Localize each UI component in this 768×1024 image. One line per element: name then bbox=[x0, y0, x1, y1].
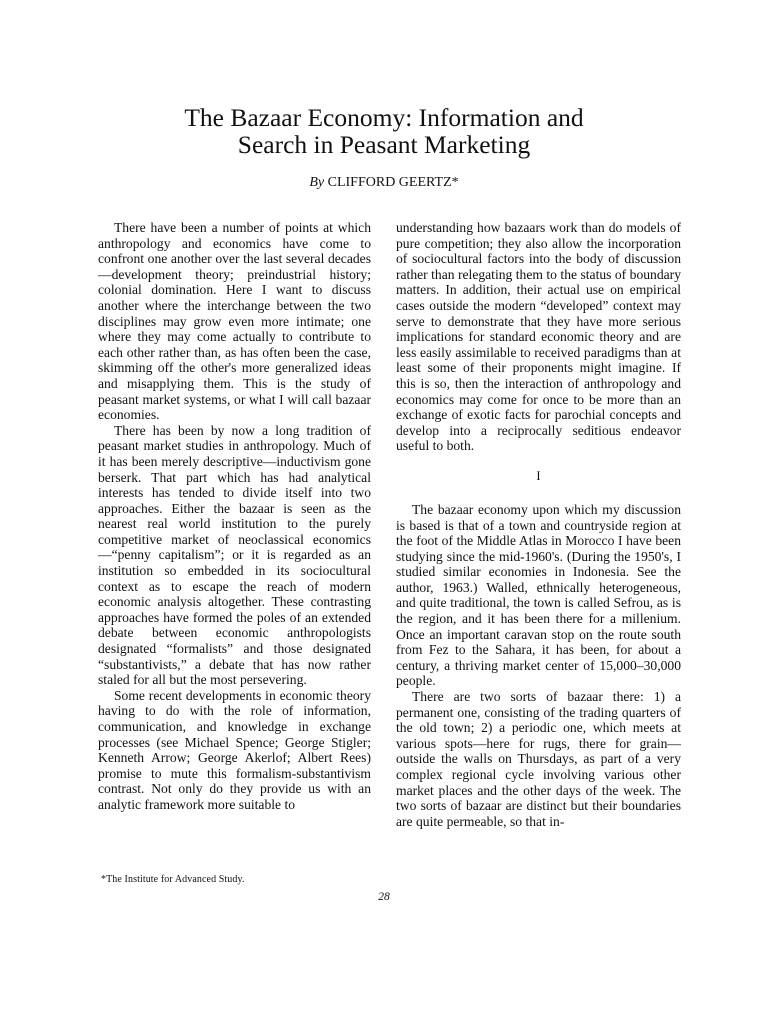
paragraph: The bazaar economy upon which my discussion is based is that of a town and countryside region at the foot of the Middle Atlas in Morocco I have been studying since the mid-1960's. (During the 1950's, I studied similar economies in Indonesia. See the author, 1963.) Walled, ethnically heterogeneous, and quite traditional, the town is called Sefrou, as is the region, and it has been there for a millenium. Once an important caravan stop on the route south from Fez to the Sahara, it has been, for about a century, a thriving market center of 15,000–30,000 people. bbox=[396, 501, 681, 689]
section-heading: I bbox=[536, 468, 541, 483]
footnote: *The Institute for Advanced Study. bbox=[101, 874, 245, 885]
author-name: CLIFFORD GEERTZ* bbox=[327, 175, 459, 190]
paragraph: Some recent developments in economic theory having to do with the role of information, communication, and knowledge in exchange processes (see Michael Spence; George Stigler; Kenneth Arrow; George Akerlof; Albert Rees) promise to mute this formalism-substantivism contrast. Not only do they provide us with an analytic framework more suitable to bbox=[98, 687, 371, 812]
paragraph: There has been by now a long tradition of peasant market studies in anthropology. Much of it has been merely descriptive—inductivism gone berserk. That part which has had analytical interests has tended to divide itself into two approaches. Either the bazaar is seen as the nearest real world institution to the purely competitive market of neoclassical economics—“penny capitalism”; or it is regarded as an institution so embedded in its sociocultural context as to escape the reach of modern economic analysis altogether. These contrasting approaches have formed the poles of an extended debate between economic anthropologists designated “formalists” and those designated “substantivists,” a debate that has now rather staled for all but the most persevering. bbox=[98, 422, 371, 688]
paragraph: There have been a number of points at which anthropology and economics have come to confront one another over the last several decades—development theory; preindustrial history; colonial domination. Here I want to discuss another where the interchange between the two disciplines may grow even more intimate; one where they may come actually to contribute to each other rather than, as has often been the case, skimming off the other's more generalized ideas and misapplying them. This is the study of peasant market systems, or what I will call bazaar economies. bbox=[98, 220, 371, 423]
byline bbox=[84, 174, 684, 192]
paragraph: There are two sorts of bazaar there: 1) a permanent one, consisting of the trading quarters of the old town; 2) a periodic one, which meets at various spots—here for rugs, there for grain—outside the walls on Thursdays, as part of a very complex regional cycle involving various other market places and the other days of the week. The two sorts of bazaar are distinct but their boundaries are quite permeable, so that in- bbox=[396, 689, 681, 829]
article-title-line-1: The Bazaar Economy: Information and bbox=[184, 103, 584, 132]
left-column bbox=[98, 220, 371, 813]
byline-prefix: By bbox=[309, 175, 325, 190]
paragraph-continued: understanding how bazaars work than do models of pure competition; they also allow the incorporation of sociocultural factors into the body of discussion rather than relegating them to the status of boundary matters. In addition, their actual use on empirical cases outside the modern “developed” context may serve to demonstrate that they have more serious implications for standard economic theory and are less easily assimilable to received paradigms than at least some of their proponents might imagine. If this is so, then the interaction of anthropology and economics may come for once to be more than an exchange of exotic facts for parochial concepts and develop into a reciprocally seditious endeavor useful to both. bbox=[396, 220, 681, 454]
article-title bbox=[84, 104, 684, 158]
page-number: 28 bbox=[378, 891, 390, 903]
article-title-line-2: Search in Peasant Marketing bbox=[237, 130, 531, 159]
right-column bbox=[396, 220, 681, 829]
